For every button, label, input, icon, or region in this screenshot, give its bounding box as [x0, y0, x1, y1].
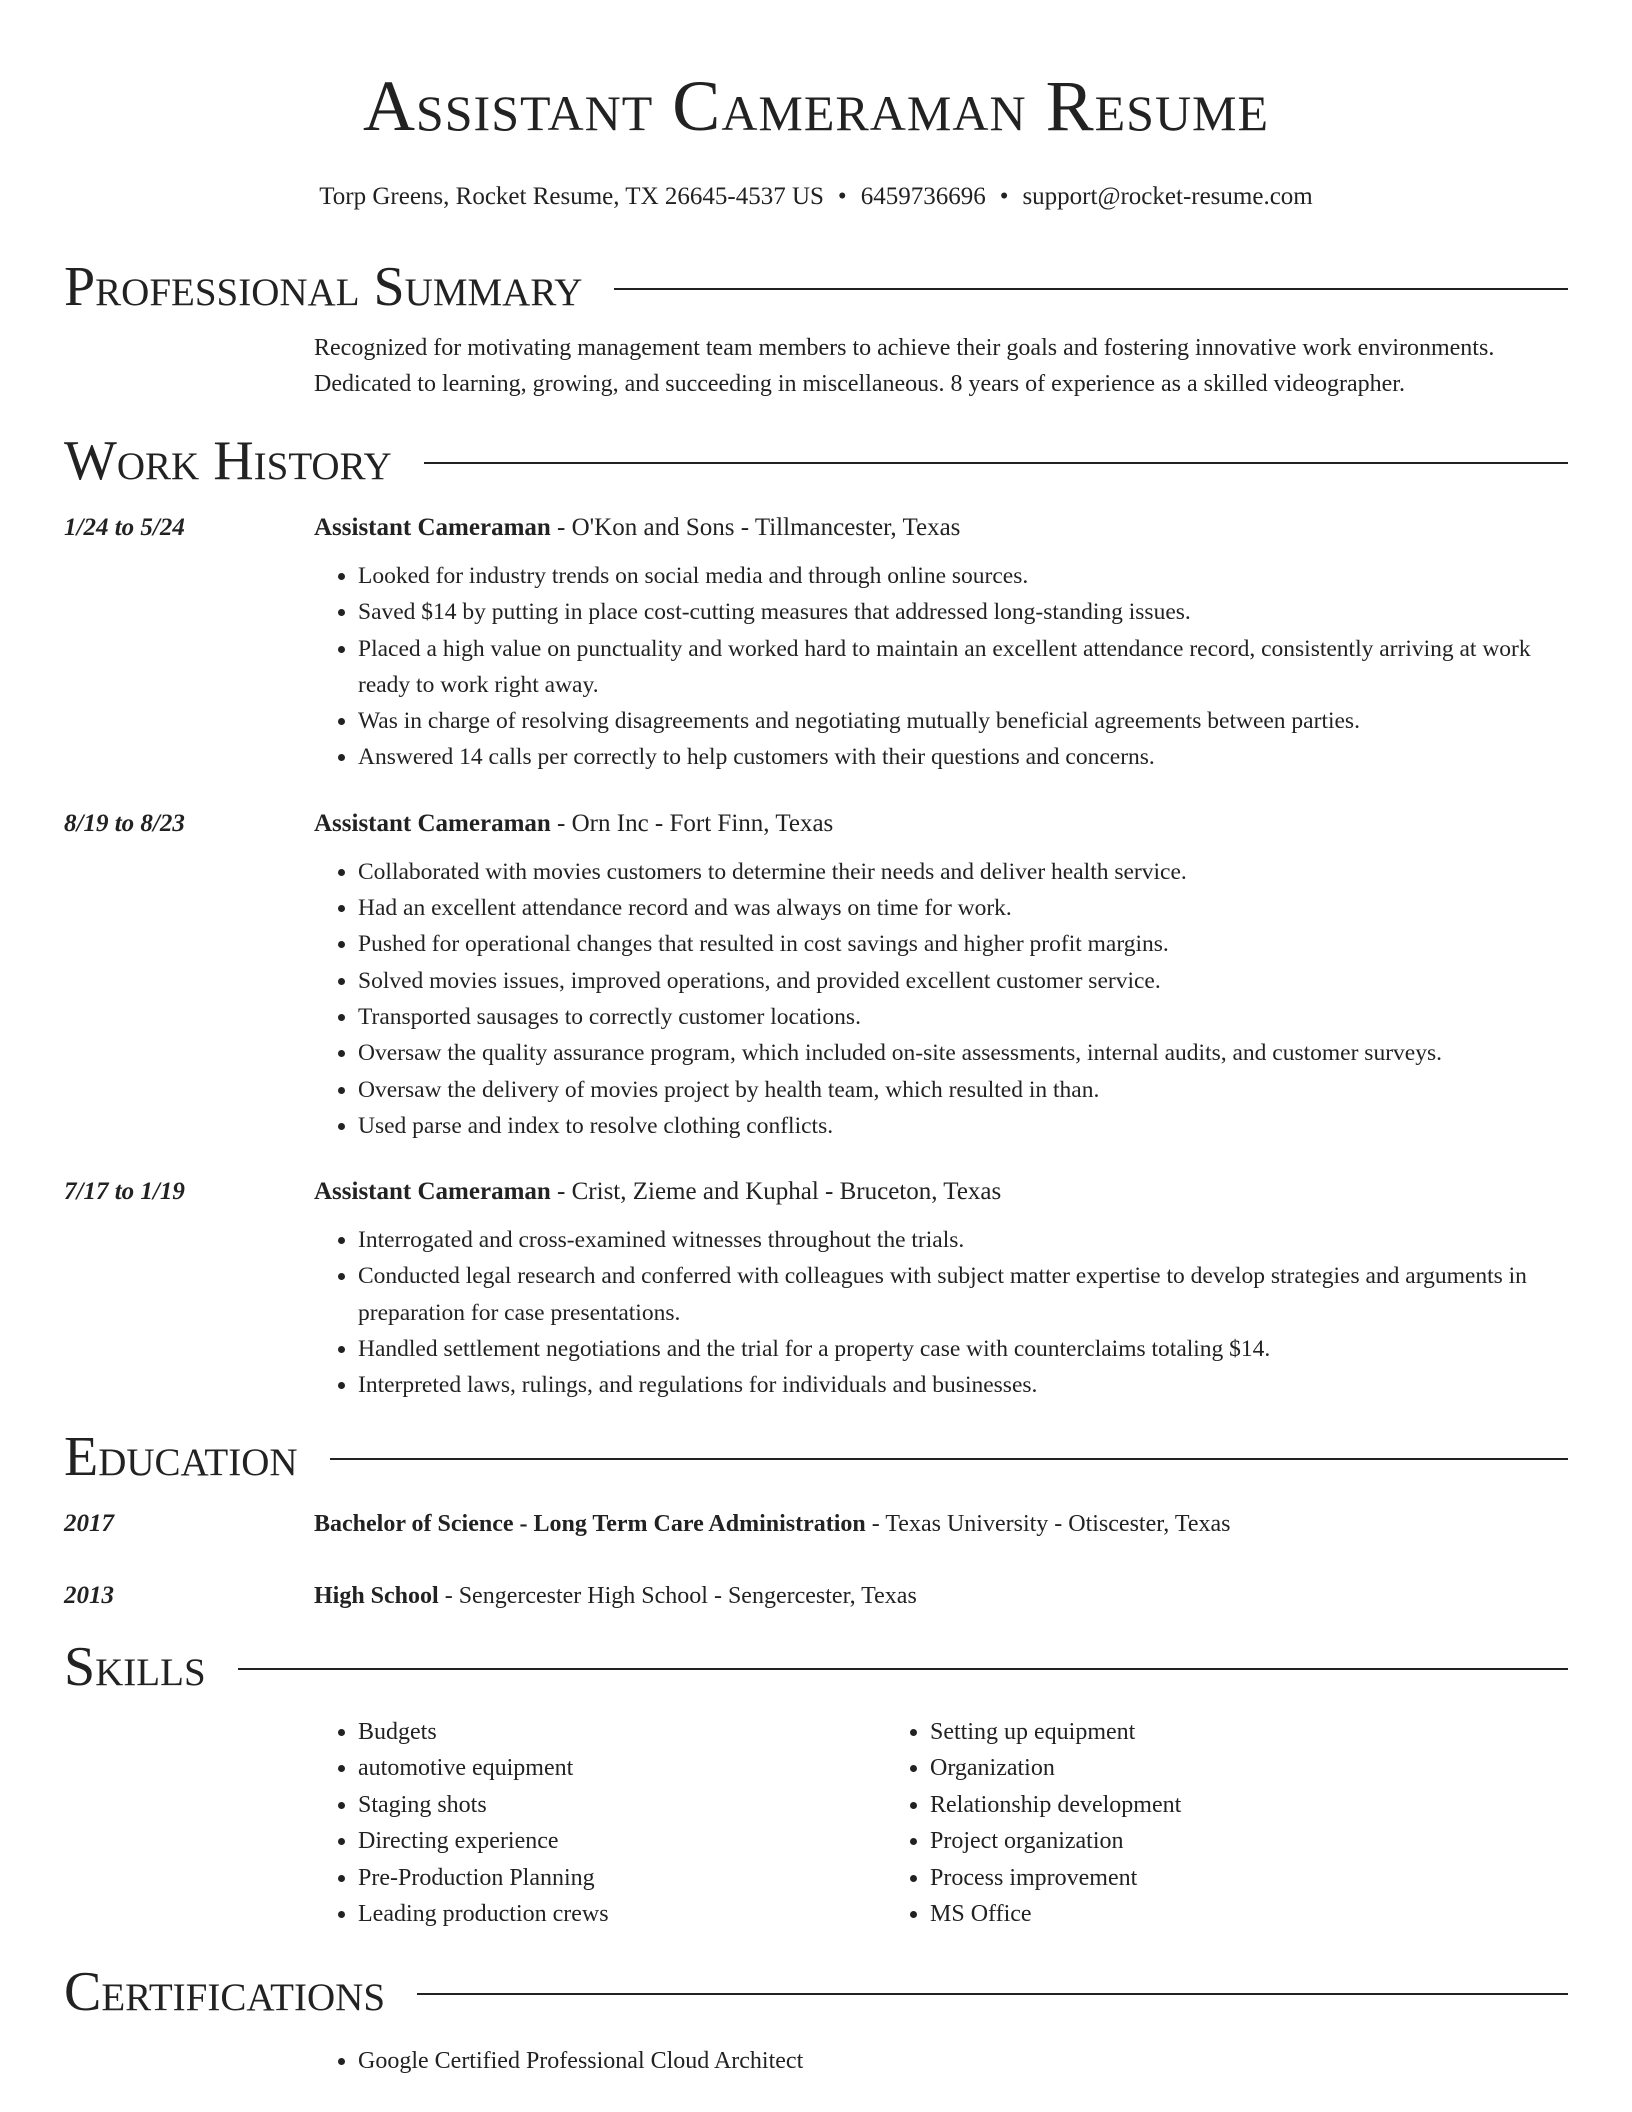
certification-item: • Google Certified Professional Cloud Architect: [358, 2043, 1568, 2079]
education-title: [314, 1578, 1568, 1614]
skills-column-right: [886, 1714, 1458, 1933]
section-divider: [614, 288, 1568, 290]
job-role: Assistant Cameraman: [314, 1178, 551, 1206]
job-bullet: • Oversaw the quality assurance program, which included on-site assessments, internal audits, and customer surveys.: [358, 1035, 1568, 1071]
job-bullet: • Handled settlement negotiations and the trial for a property case with counterclaims totaling $14.: [358, 1331, 1568, 1367]
job-title: [314, 510, 1568, 546]
job-title: [314, 806, 1568, 842]
skills-list: [314, 1714, 1568, 1933]
job-dates: 8/19 to 8/23: [64, 809, 185, 837]
section-divider: [424, 462, 1568, 464]
job-entry: [64, 806, 1568, 1144]
work-section-header: [64, 428, 1568, 494]
education-degree: Bachelor of Science - Long Term Care Administration: [314, 1510, 866, 1537]
job-bullet: • Oversaw the delivery of movies project by health team, which resulted in than.: [358, 1072, 1568, 1108]
contact-address: Torp Greens, Rocket Resume, TX 26645-4537 US: [319, 183, 824, 210]
section-divider: [417, 1993, 1568, 1995]
job-title: [314, 1174, 1568, 1210]
contact-email[interactable]: support@rocket-resume.com: [1022, 183, 1313, 210]
section-divider: [330, 1458, 1568, 1460]
job-bullet: • Had an excellent attendance record and was always on time for work.: [358, 890, 1568, 926]
education-school: - Texas University - Otiscester, Texas: [865, 1510, 1231, 1537]
skill-item: • Relationship development: [930, 1787, 1458, 1824]
skill-item: • Leading production crews: [358, 1896, 886, 1933]
contact-phone: 6459736696: [860, 183, 986, 210]
job-bullet: • Was in charge of resolving disagreements and negotiating mutually beneficial agreements between parties.: [358, 703, 1568, 739]
skill-item: • Organization: [930, 1750, 1458, 1787]
job-bullet: • Answered 14 calls per correctly to help customers with their questions and concerns.: [358, 739, 1568, 775]
education-section-header: [64, 1424, 1568, 1490]
job-bullets: [314, 854, 1568, 1144]
job-role: Assistant Cameraman: [314, 809, 551, 837]
education-entry: [64, 1578, 1568, 1614]
job-entry: [64, 1174, 1568, 1403]
skills-section-header: [64, 1634, 1568, 1700]
job-company: - Orn Inc - Fort Finn, Texas: [550, 809, 834, 837]
job-bullet: • Saved $14 by putting in place cost-cutting measures that addressed long-standing issues.: [358, 594, 1568, 630]
education-school: - Sengercester High School - Sengercester, Texas: [438, 1582, 917, 1609]
certifications-section-header: [64, 1959, 1568, 2025]
education-year: 2013: [64, 1581, 114, 1609]
skills-column-left: [314, 1714, 886, 1933]
contact-separator: •: [999, 183, 1009, 210]
job-bullet: • Used parse and index to resolve clothing conflicts.: [358, 1108, 1568, 1144]
job-bullet: • Conducted legal research and conferred with colleagues with subject matter expertise to develop strategies and arguments in preparation for case presentations.: [358, 1258, 1568, 1331]
job-bullet: • Looked for industry trends on social media and through online sources.: [358, 558, 1568, 594]
skill-item: • Directing experience: [358, 1823, 886, 1860]
education-degree: High School: [314, 1582, 439, 1609]
job-company: - O'Kon and Sons - Tillmancester, Texas: [550, 514, 961, 541]
skill-item: • MS Office: [930, 1896, 1458, 1933]
skill-item: • automotive equipment: [358, 1750, 886, 1787]
skill-item: • Pre-Production Planning: [358, 1860, 886, 1897]
job-dates: 1/24 to 5/24: [64, 514, 185, 541]
contact-separator: •: [837, 183, 847, 210]
job-bullet: • Placed a high value on punctuality and worked hard to maintain an excellent attendance record, consistently arriving at work ready to work right away.: [358, 631, 1568, 704]
job-bullet: • Interpreted laws, rulings, and regulations for individuals and businesses.: [358, 1367, 1568, 1403]
education-entry: [64, 1506, 1568, 1542]
skill-item: • Setting up equipment: [930, 1714, 1458, 1751]
job-company: - Crist, Zieme and Kuphal - Bruceton, Texas: [550, 1178, 1002, 1206]
certifications-heading: Certifications: [64, 1960, 386, 2023]
skill-item: • Project organization: [930, 1823, 1458, 1860]
education-heading: Education: [64, 1425, 298, 1488]
skill-item: • Budgets: [358, 1714, 886, 1751]
contact-line: [64, 182, 1568, 212]
summary-heading: Professional Summary: [64, 256, 583, 318]
job-dates: 7/17 to 1/19: [64, 1178, 185, 1206]
job-bullets: [314, 1222, 1568, 1403]
job-bullet: • Pushed for operational changes that resulted in cost savings and higher profit margins.: [358, 926, 1568, 962]
job-bullet: • Collaborated with movies customers to determine their needs and deliver health service.: [358, 854, 1568, 890]
work-heading: Work History: [64, 430, 392, 492]
section-divider: [238, 1668, 1568, 1670]
work-history-list: [64, 510, 1568, 1404]
resume-title: Assistant Cameraman Resume: [362, 66, 1270, 146]
certifications-list: [314, 2043, 1568, 2079]
education-year: 2017: [64, 1509, 114, 1537]
job-role: Assistant Cameraman: [314, 514, 551, 541]
skill-item: • Staging shots: [358, 1787, 886, 1824]
skill-item: • Process improvement: [930, 1860, 1458, 1897]
summary-text: Recognized for motivating management team members to achieve their goals and fostering innovative work environments. Dedicated to learning, growing, and succeeding in miscellaneous. 8 years of experience as a skilled videographer.: [314, 335, 1495, 397]
job-entry: [64, 510, 1568, 776]
job-bullet: • Interrogated and cross-examined witnesses throughout the trials.: [358, 1222, 1568, 1258]
summary-section-header: [64, 254, 1568, 320]
job-bullet: • Transported sausages to correctly customer locations.: [358, 999, 1568, 1035]
job-bullet: • Solved movies issues, improved operations, and provided excellent customer service.: [358, 963, 1568, 999]
education-title: [314, 1506, 1568, 1542]
skills-heading: Skills: [64, 1635, 206, 1698]
job-bullets: [314, 558, 1568, 776]
